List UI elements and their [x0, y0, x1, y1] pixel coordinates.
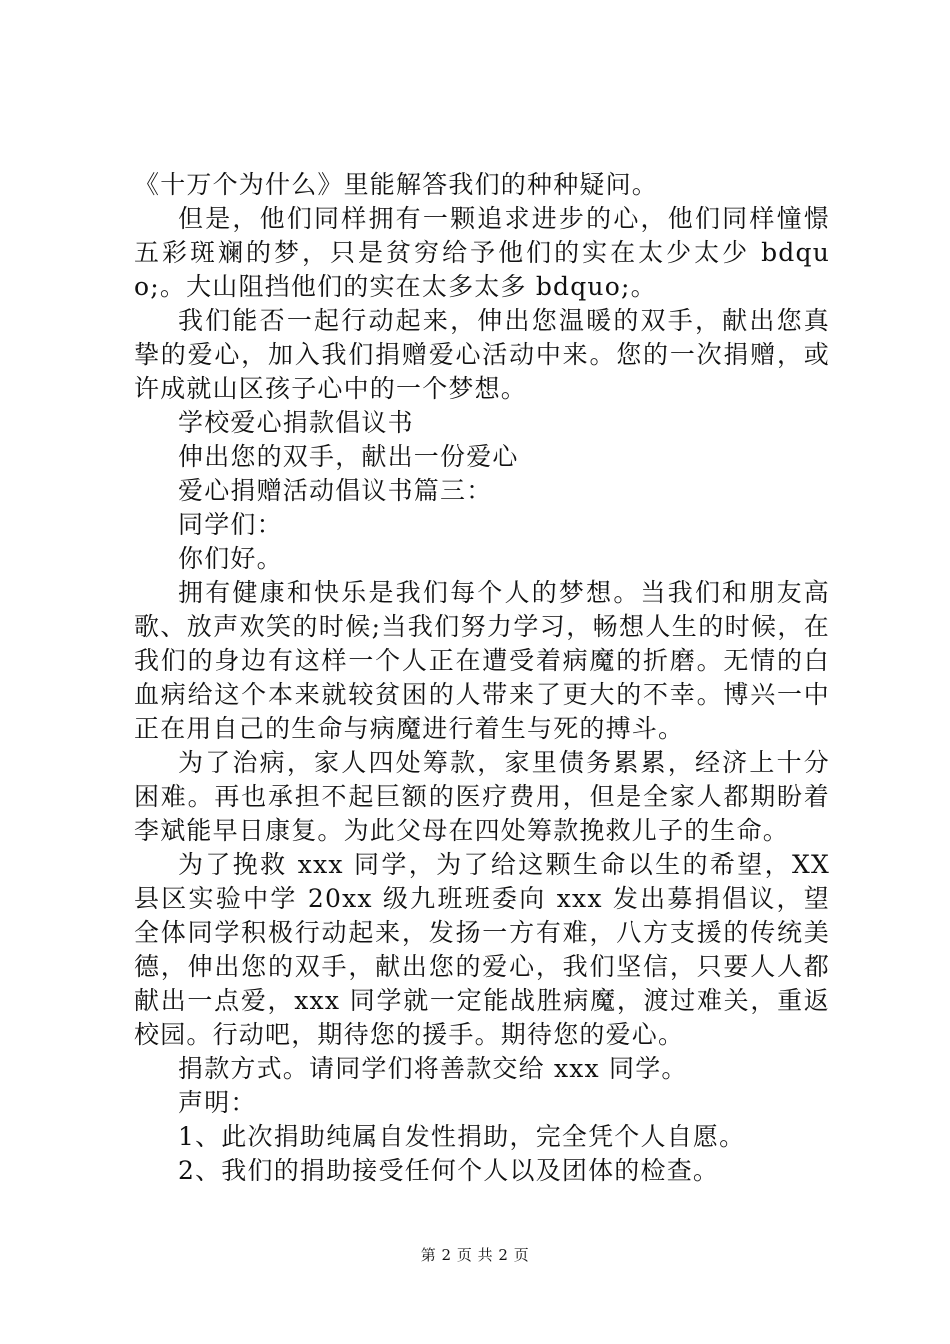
body-paragraph: 你们好。 [178, 544, 283, 573]
body-paragraph: 拥有健康和快乐是我们每个人的梦想。当我们和朋友高歌、放声欢笑的时候;当我们努力学习，畅想人生的时候，在我们的身边有这样一个人正在遭受着病魔的折磨。无情的白血病给这个本来就较贫困的人带来了更大的不幸。博兴一中正在用自己的生命与病魔进行着生与死的搏斗。 [134, 578, 830, 743]
body-paragraph: 为了挽救 xxx 同学，为了给这颗生命以生的希望，XX 县区实验中学 20xx 级九班班委向 xxx 发出募捐倡议，望全体同学积极行动起来，发扬一方有难，八方支援的传统美德，伸出您的双手，献出您的爱心，我们坚信，只要人人都献出一点爱，xxx 同学就一定能战胜病魔，渡过难关，重返校园。行动吧，期待您的援手。期待您的爱心。 [134, 850, 830, 1049]
body-paragraph: 2、我们的捐助接受任何个人以及团体的检查。 [178, 1156, 720, 1185]
body-paragraph: 为了治病，家人四处筹款，家里债务累累，经济上十分困难。再也承担不起巨额的医疗费用，但是全家人都期盼着李斌能早日康复。为此父母在四处筹款挽救儿子的生命。 [134, 748, 830, 845]
body-paragraph: 1、此次捐助纯属自发性捐助，完全凭个人自愿。 [178, 1122, 746, 1151]
body-paragraph: 同学们： [178, 510, 283, 539]
page-footer: 第 2 页 共 2 页 [420, 1246, 530, 1264]
body-paragraph: 伸出您的双手，献出一份爱心 [178, 442, 519, 471]
body-paragraph: 《十万个为什么》里能解答我们的种种疑问。 [134, 170, 659, 199]
body-paragraph: 但是，他们同样拥有一颗追求进步的心，他们同样憧憬五彩斑斓的梦，只是贫穷给予他们的实在太少太少 bdquo;。大山阻挡他们的实在太多太多 bdquo;。 [134, 204, 830, 301]
body-paragraph: 爱心捐赠活动倡议书篇三： [178, 476, 493, 505]
body-paragraph: 学校爱心捐款倡议书 [178, 408, 414, 437]
body-paragraph: 我们能否一起行动起来，伸出您温暖的双手，献出您真挚的爱心，加入我们捐赠爱心活动中来。您的一次捐赠，或许成就山区孩子心中的一个梦想。 [134, 306, 830, 403]
body-paragraph: 捐款方式。请同学们将善款交给 xxx 同学。 [178, 1054, 688, 1083]
body-paragraph: 声明： [178, 1088, 257, 1117]
document-body [134, 168, 830, 1188]
